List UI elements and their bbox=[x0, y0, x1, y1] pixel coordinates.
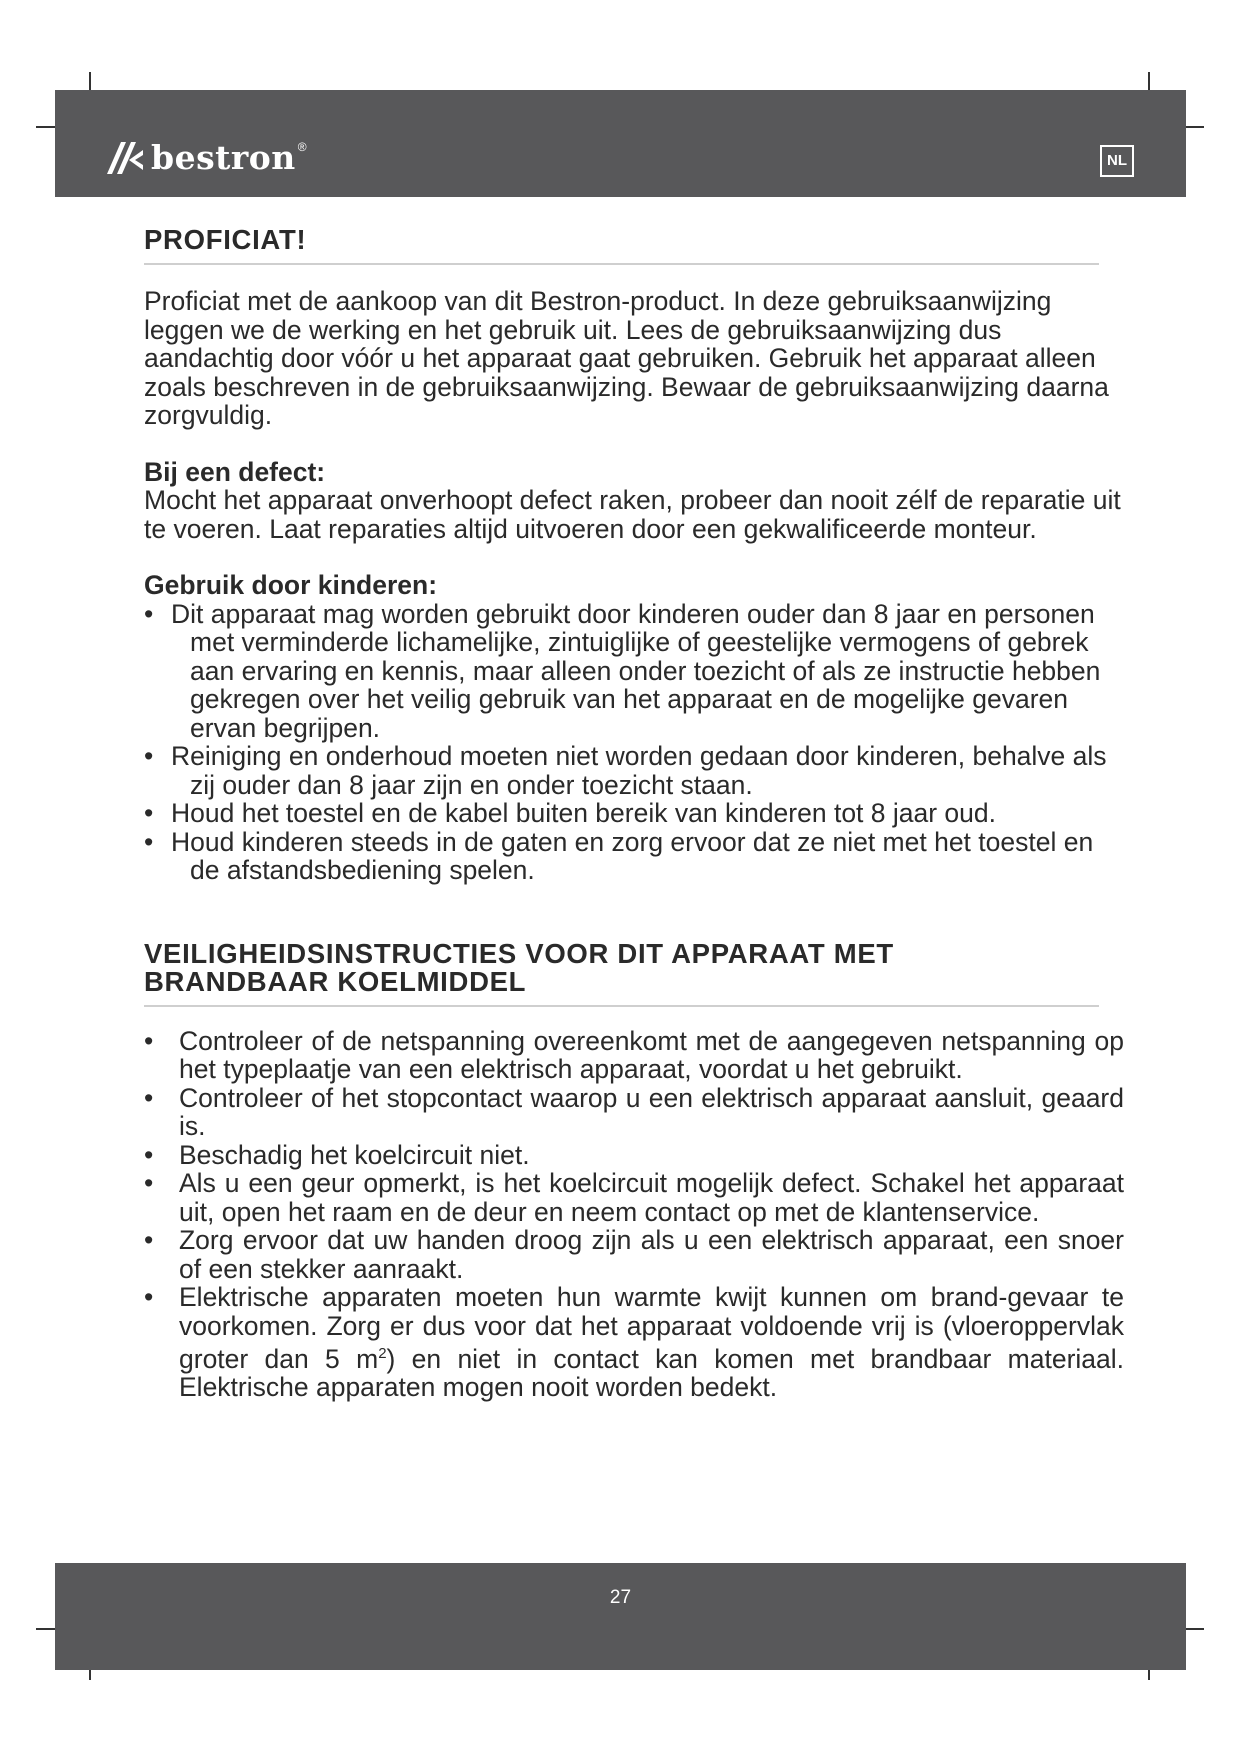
list-item: • Zorg ervoor dat uw handen droog zijn als u een elektrisch apparaat, een snoer of een stekker aanraakt. bbox=[144, 1226, 1124, 1283]
superscript-2: 2 bbox=[378, 1345, 387, 1362]
list-item: • Als u een geur opmerkt, is het koelcircuit mogelijk defect. Schakel het apparaat uit, open het raam en de deur en neem contact op met de klantenservice. bbox=[144, 1169, 1124, 1226]
section-title-proficiat: PROFICIAT! bbox=[144, 226, 1099, 265]
safety-list bbox=[144, 1027, 1124, 1402]
bestron-logo bbox=[105, 138, 307, 178]
page-header bbox=[55, 90, 1186, 197]
fire-hazard-text-before: Elektrische apparaten moeten hun warmte kwijt kunnen om brand-gevaar te voorkomen. Zorg er dus voor dat het apparaat voldoende vrij is (vloeroppervlak groter dan 5 m bbox=[179, 1282, 1124, 1374]
list-item: • Dit apparaat mag worden gebruikt door kinderen ouder dan 8 jaar en personen met verminderde lichamelijke, zintuiglijke of geestelijke vermogens of gebrek aan ervaring en kennis, maar alleen onder toezicht of als ze instructie hebben gekregen over het veilig gebruik van het apparaat en de mogelijke gevaren ervan begrijpen. bbox=[144, 600, 1124, 743]
children-heading: Gebruik door kinderen: bbox=[144, 570, 438, 600]
list-item: • Houd het toestel en de kabel buiten bereik van kinderen tot 8 jaar oud. bbox=[144, 799, 1124, 828]
page-content bbox=[144, 226, 1124, 1402]
list-item: • Reiniging en onderhoud moeten niet worden gedaan door kinderen, behalve als zij ouder dan 8 jaar zijn en onder toezicht staan. bbox=[144, 742, 1124, 799]
brand-name: bestron bbox=[151, 138, 296, 177]
children-list bbox=[144, 600, 1124, 885]
list-item: • Controleer of de netspanning overeenkomt met de aangegeven netspanning op het typeplaatje van een elektrisch apparaat, voordat u het gebruikt. bbox=[144, 1027, 1124, 1084]
list-item: • Houd kinderen steeds in de gaten en zorg ervoor dat ze niet met het toestel en de afstandsbediening spelen. bbox=[144, 828, 1124, 885]
page-footer bbox=[55, 1563, 1186, 1670]
section-title-safety-line1: VEILIGHEIDSINSTRUCTIES VOOR DIT APPARAAT MET bbox=[144, 937, 894, 969]
fire-hazard-text-after: ) en niet in contact kan komen met brandbaar materiaal. Elektrische apparaten mogen nooit worden bedekt. bbox=[179, 1343, 1125, 1403]
language-badge: NL bbox=[1100, 145, 1134, 177]
defect-heading: Bij een defect: bbox=[144, 456, 326, 487]
defect-paragraph: Mocht het apparaat onverhoopt defect raken, probeer dan nooit zélf de reparatie uit te voeren. Laat reparaties altijd uitvoeren door een gekwalificeerde monteur. bbox=[144, 485, 1121, 544]
list-item-fire-hazard bbox=[144, 1283, 1124, 1402]
section-title-safety-line2: BRANDBAAR KOELMIDDEL bbox=[144, 965, 527, 997]
page-number: 27 bbox=[609, 1587, 632, 1608]
bestron-chevron-icon bbox=[105, 138, 145, 178]
list-item: • Controleer of het stopcontact waarop u een elektrisch apparaat aansluit, geaard is. bbox=[144, 1084, 1124, 1141]
intro-paragraph: Proficiat met de aankoop van dit Bestron-product. In deze gebruiksaanwijzing leggen we de werking en het gebruik uit. Lees de gebruiksaanwijzing dus aandachtig door vóór u het apparaat gaat gebruiken. Gebruik het apparaat alleen zoals beschreven in de gebruiksaanwijzing. Bewaar de gebruiksaanwijzing daarna zorgvuldig. bbox=[144, 286, 1109, 430]
list-item: • Beschadig het koelcircuit niet. bbox=[144, 1141, 1124, 1170]
registered-mark: ® bbox=[297, 140, 307, 154]
section-title-safety bbox=[144, 937, 1099, 1007]
